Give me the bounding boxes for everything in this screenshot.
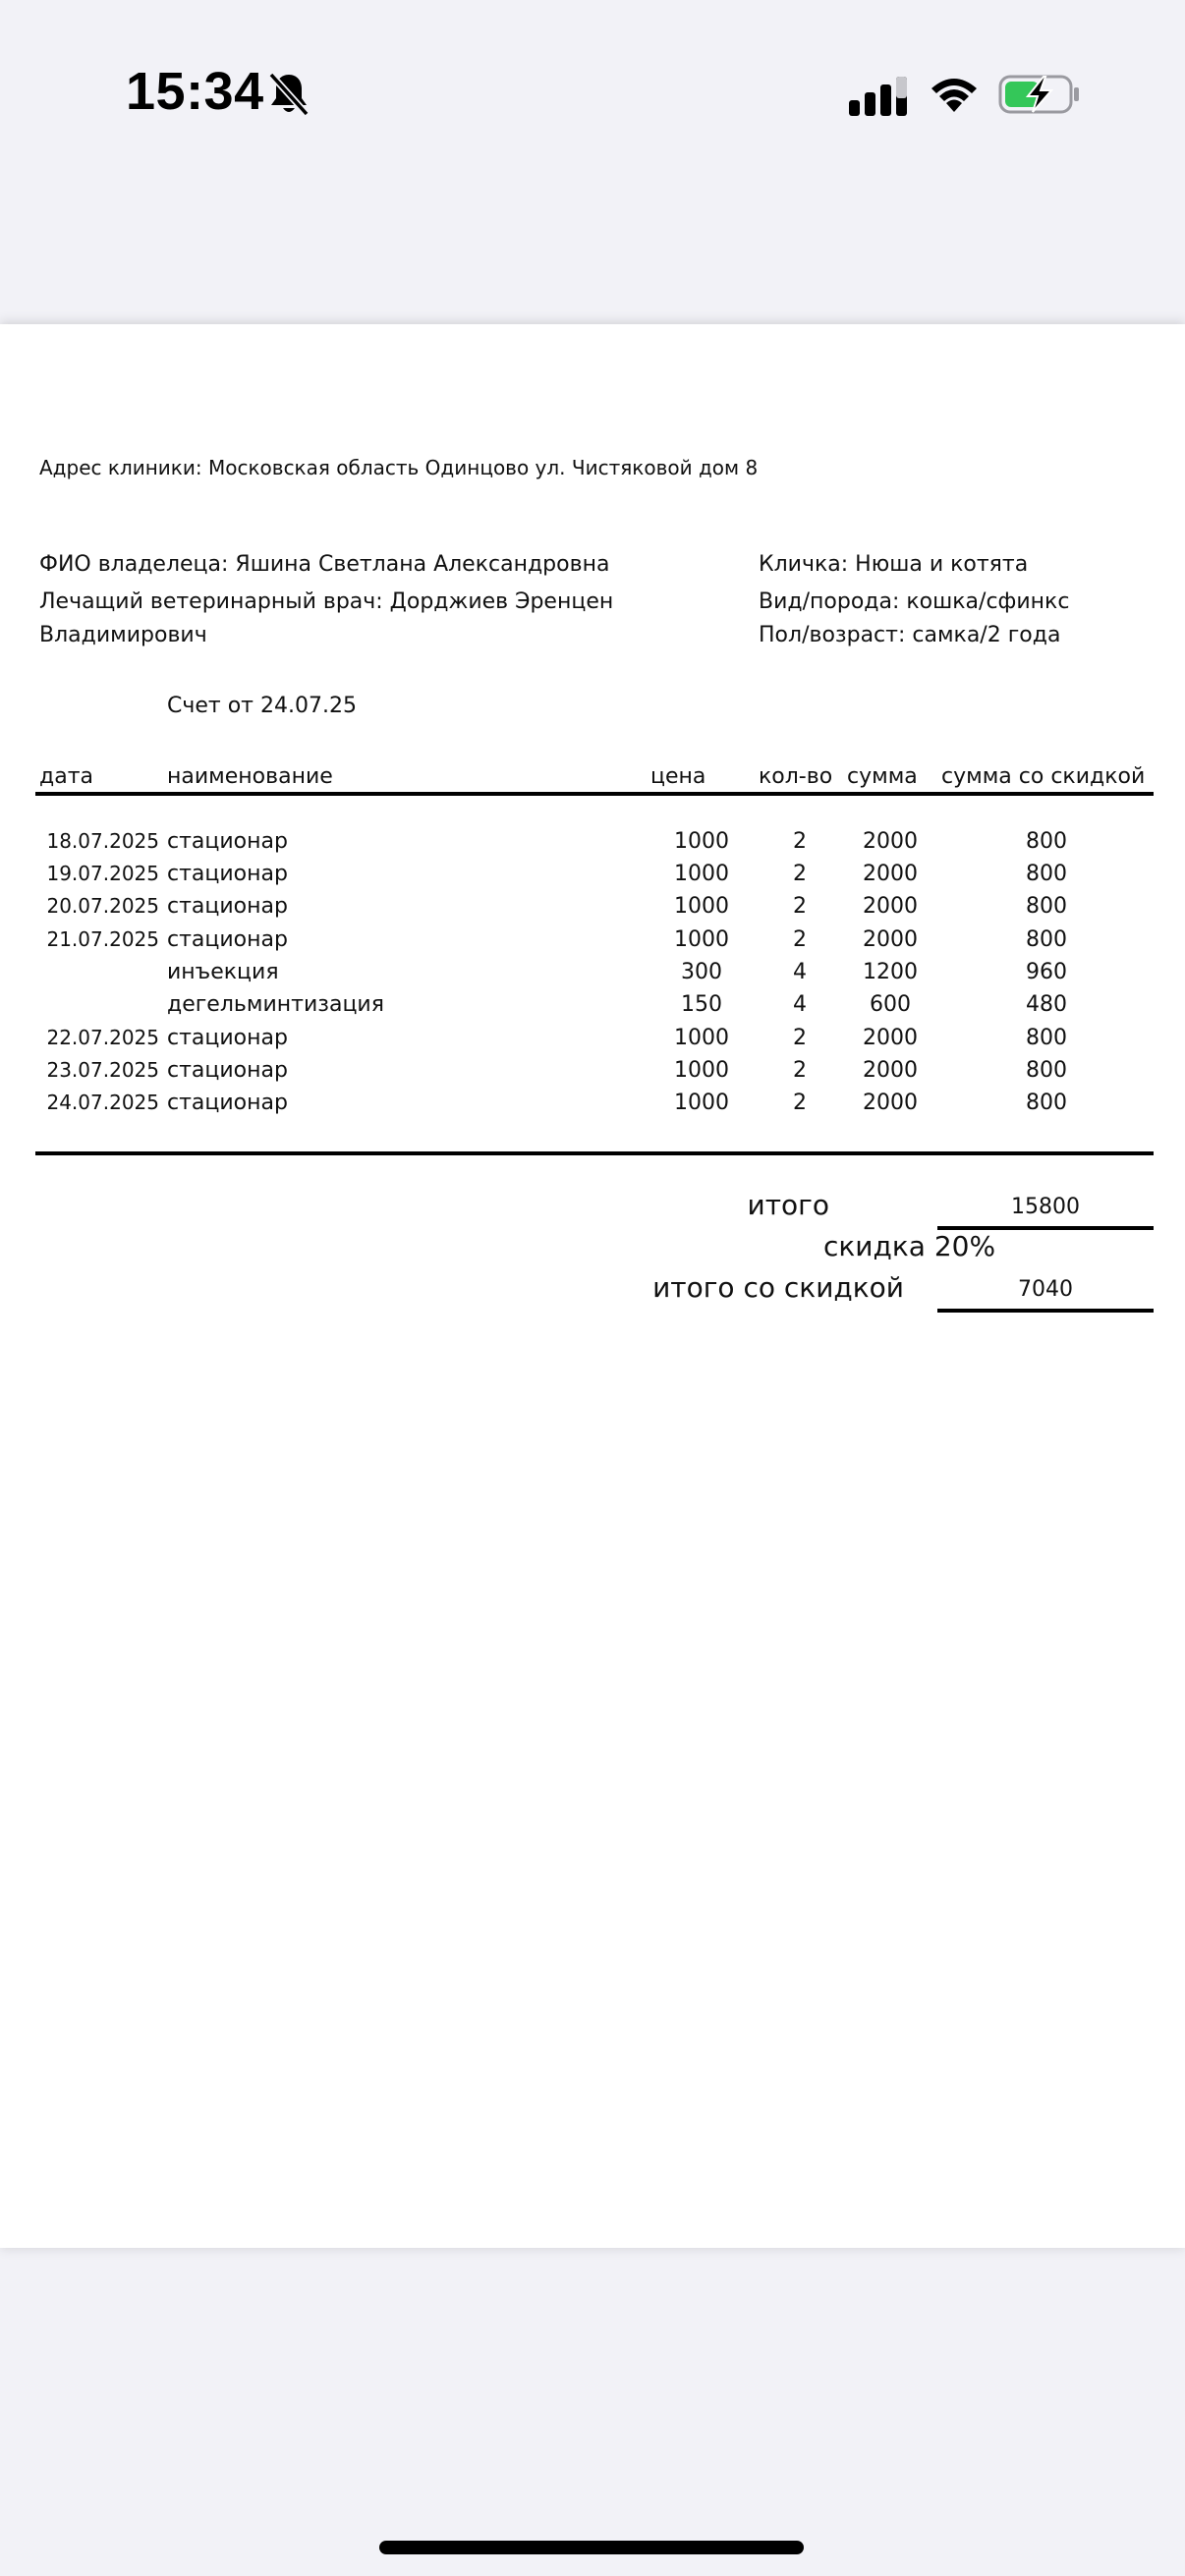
cell-price: 300 (681, 960, 722, 984)
cell-date: 22.07.2025 (46, 1026, 159, 1049)
pet-sex-age: Пол/возраст: самка/2 года (759, 623, 1061, 647)
status-bar (0, 0, 1185, 196)
cell-sum: 2000 (863, 1091, 918, 1115)
cell-sum-discount: 800 (1026, 862, 1067, 886)
pet-name: Кличка: Нюша и котята (759, 552, 1029, 577)
cell-sum-discount: 960 (1026, 960, 1067, 984)
header-qty: кол-во (759, 764, 833, 789)
cell-sum: 600 (870, 992, 911, 1017)
total-discount-label: итого со скидкой (652, 1271, 904, 1304)
cell-qty: 2 (793, 894, 807, 919)
cell-name: стационар (167, 1026, 288, 1050)
cell-sum: 2000 (863, 927, 918, 952)
total-label: итого (747, 1189, 829, 1221)
wifi-icon (928, 75, 981, 114)
doctor-name-line1: Лечащий ветеринарный врач: Дорджиев Эренцен (39, 589, 614, 614)
cell-sum-discount: 800 (1026, 1091, 1067, 1115)
header-name: наименование (167, 764, 333, 789)
total-value: 15800 (1011, 1195, 1080, 1219)
cell-sum: 2000 (863, 894, 918, 919)
cell-sum: 2000 (863, 1026, 918, 1050)
cell-sum: 2000 (863, 862, 918, 886)
cell-price: 1000 (674, 1091, 729, 1115)
cell-qty: 2 (793, 1058, 807, 1083)
table-bottom-rule (35, 1151, 1154, 1155)
invoice-title: Счет от 24.07.25 (167, 694, 357, 718)
cell-date: 24.07.2025 (46, 1091, 159, 1114)
cell-sum-discount: 800 (1026, 894, 1067, 919)
cell-sum-discount: 800 (1026, 1058, 1067, 1083)
invoice-page (0, 324, 1185, 2248)
home-indicator[interactable] (379, 2541, 804, 2554)
cell-name: стационар (167, 927, 288, 952)
cell-sum-discount: 800 (1026, 927, 1067, 952)
header-price: цена (650, 764, 706, 789)
cell-sum-discount: 800 (1026, 1026, 1067, 1050)
cell-date: 19.07.2025 (46, 862, 159, 885)
cell-name: стационар (167, 829, 288, 854)
cell-sum-discount: 800 (1026, 829, 1067, 854)
cell-price: 1000 (674, 1026, 729, 1050)
cell-sum: 1200 (863, 960, 918, 984)
pet-species: Вид/порода: кошка/сфинкс (759, 589, 1070, 614)
cell-price: 1000 (674, 927, 729, 952)
header-rule (35, 792, 1154, 796)
cell-qty: 2 (793, 1026, 807, 1050)
total-discount-underline (937, 1309, 1154, 1313)
battery-charging-icon (998, 73, 1081, 116)
cell-qty: 2 (793, 862, 807, 886)
cellular-signal-icon (847, 75, 910, 118)
cell-date: 20.07.2025 (46, 894, 159, 918)
cell-name: дегельминтизация (167, 992, 384, 1017)
cell-name: стационар (167, 1091, 288, 1115)
cell-qty: 4 (793, 992, 807, 1017)
cell-price: 1000 (674, 862, 729, 886)
cell-qty: 2 (793, 927, 807, 952)
cell-qty: 2 (793, 829, 807, 854)
cell-date: 18.07.2025 (46, 829, 159, 853)
cell-price: 150 (681, 992, 722, 1017)
header-date: дата (39, 764, 93, 789)
cell-name: стационар (167, 1058, 288, 1083)
clinic-address: Адрес клиники: Московская область Одинцово ул. Чистяковой дом 8 (39, 456, 759, 479)
bell-slash-icon (267, 71, 310, 118)
header-sum-discount: сумма со скидкой (941, 764, 1146, 789)
total-discount-value: 7040 (1018, 1277, 1073, 1302)
cell-date: 21.07.2025 (46, 927, 159, 951)
cell-name: стационар (167, 862, 288, 886)
discount-label: скидка 20% (823, 1230, 996, 1262)
cell-name: стационар (167, 894, 288, 919)
cell-sum: 2000 (863, 1058, 918, 1083)
cell-qty: 4 (793, 960, 807, 984)
header-sum: сумма (847, 764, 918, 789)
status-time: 15:34 (126, 62, 264, 121)
cell-sum: 2000 (863, 829, 918, 854)
cell-price: 1000 (674, 894, 729, 919)
owner-name: ФИО владелеца: Яшина Светлана Александровна (39, 552, 610, 577)
cell-sum-discount: 480 (1026, 992, 1067, 1017)
cell-qty: 2 (793, 1091, 807, 1115)
cell-name: инъекция (167, 960, 279, 984)
doctor-name-line2: Владимирович (39, 623, 207, 647)
cell-price: 1000 (674, 829, 729, 854)
cell-date: 23.07.2025 (46, 1058, 159, 1082)
cell-price: 1000 (674, 1058, 729, 1083)
